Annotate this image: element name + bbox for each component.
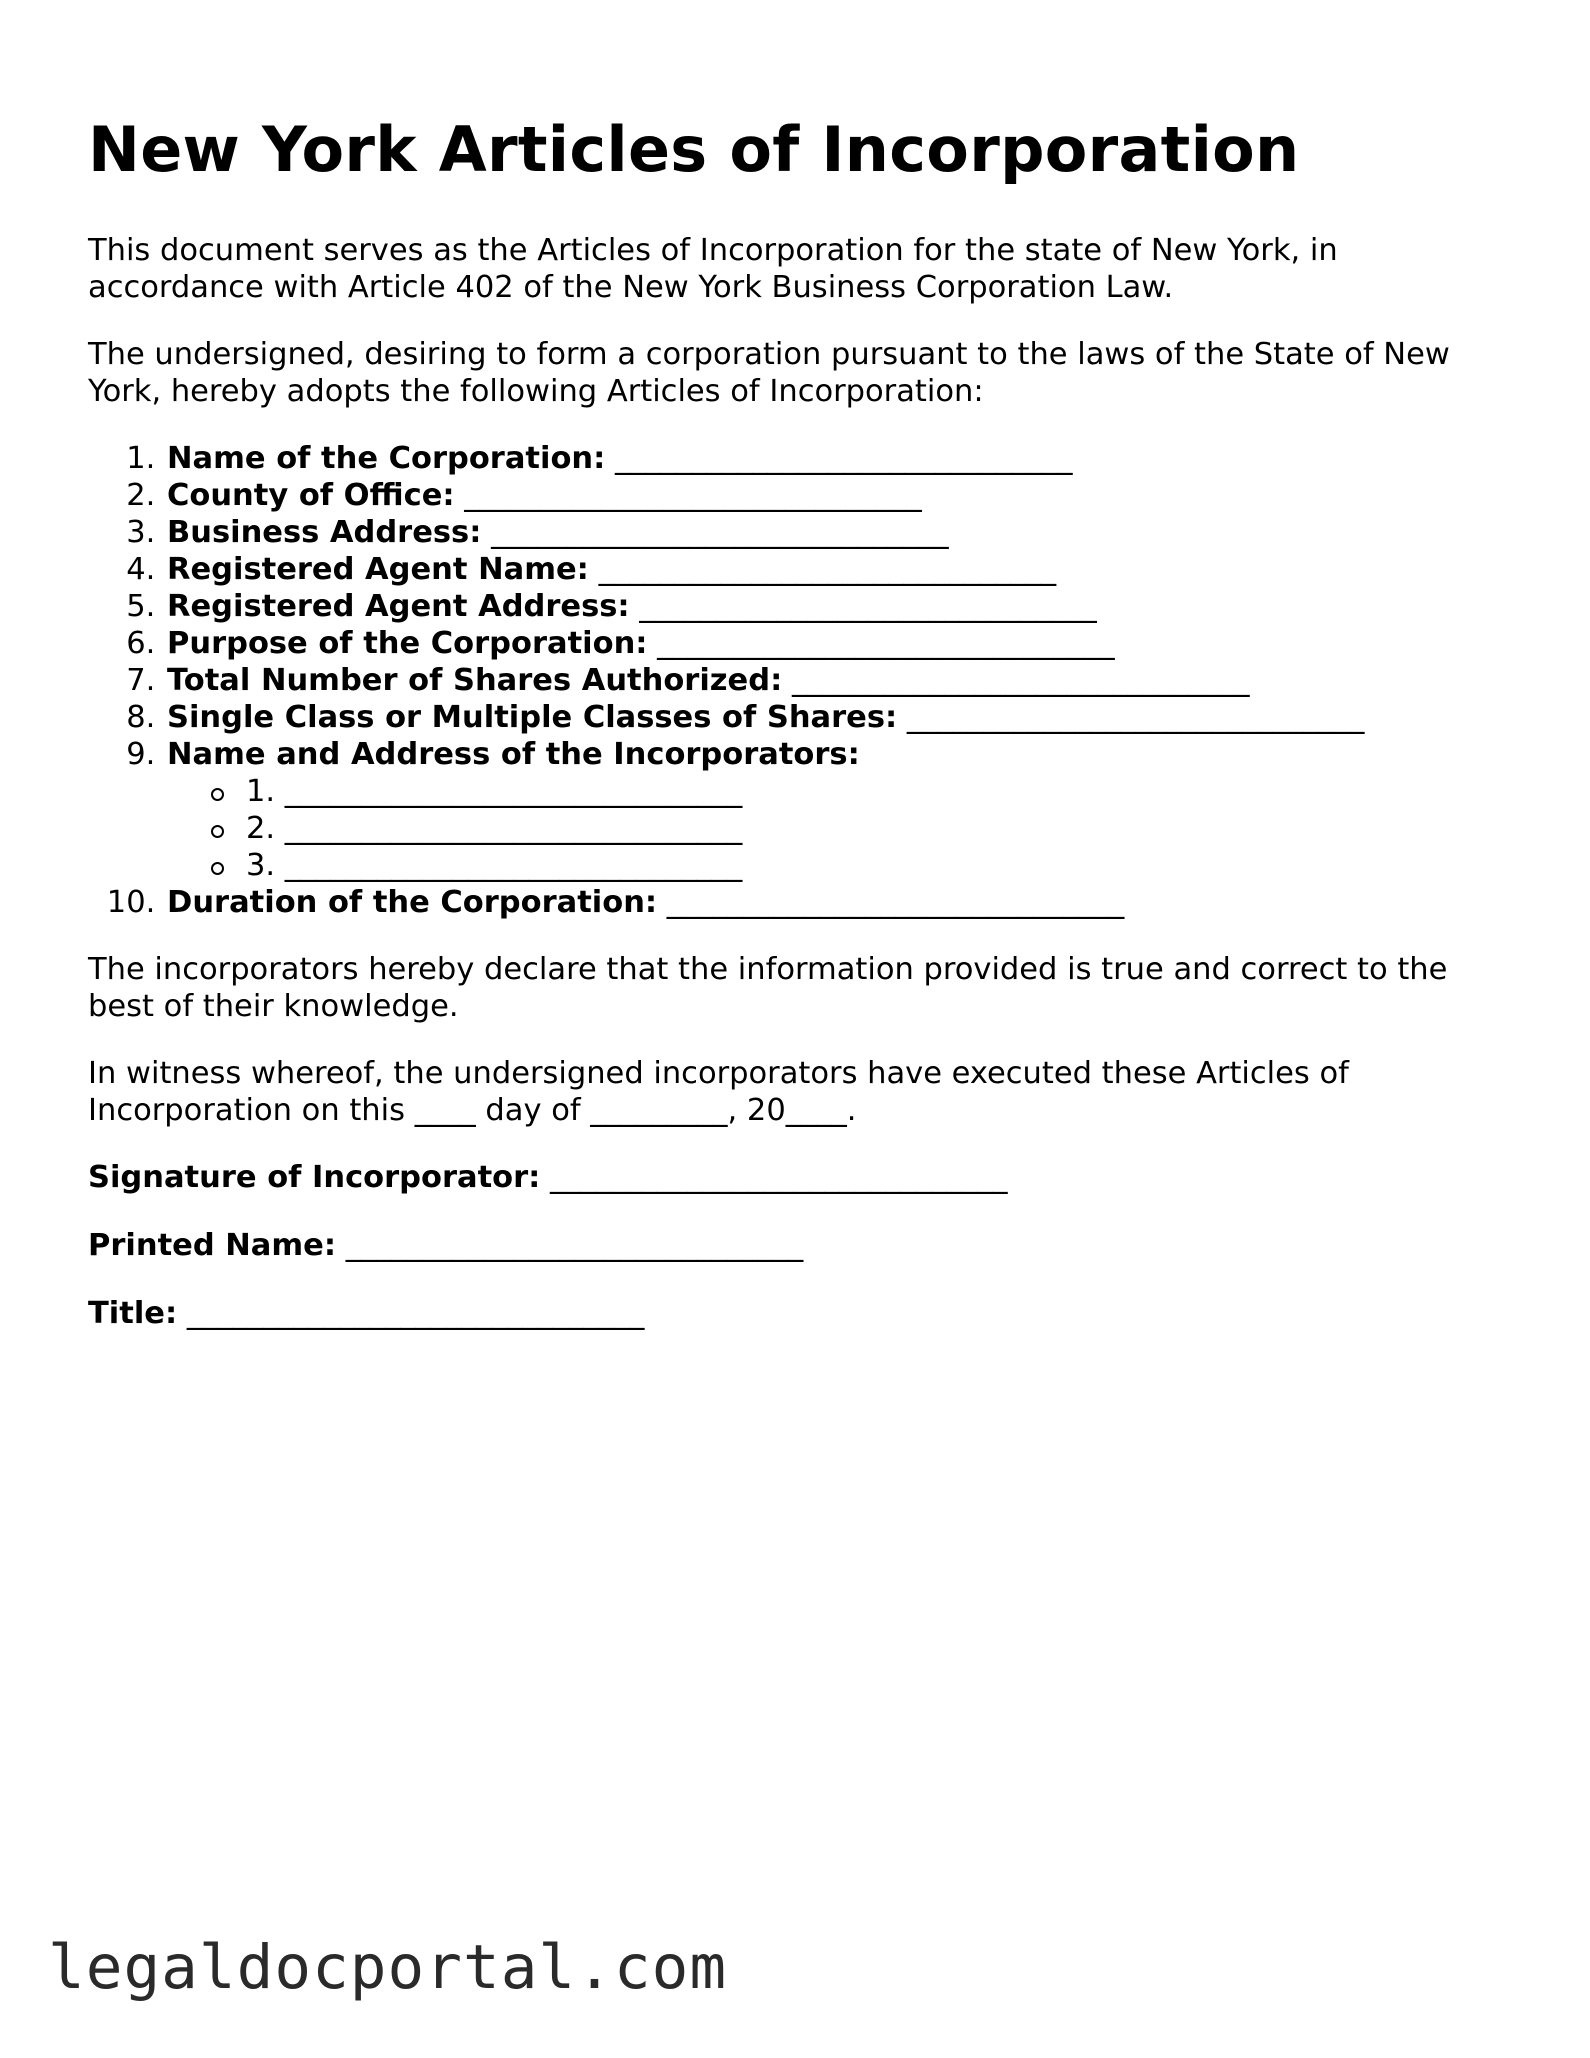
incorporators-list xyxy=(167,773,1508,884)
article-label: Total Number of Shares Authorized: xyxy=(167,663,783,698)
witness-paragraph: In witness whereof, the undersigned incorporators have executed these Articles of Incorporation on this ____ day of _________, 20____. xyxy=(88,1056,1349,1128)
article-label: Duration of the Corporation: xyxy=(167,885,658,920)
page-title: New York Articles of Incorporation xyxy=(88,113,1300,186)
intro-paragraph: This document serves as the Articles of Incorporation for the state of New York, in accordance with Article 402 of the New York Business Corporation Law. xyxy=(88,233,1338,305)
article-item xyxy=(165,588,1508,625)
article-label: Single Class or Multiple Classes of Shares: xyxy=(167,700,898,735)
article-label: Name of the Corporation: xyxy=(167,441,606,476)
article-label: Registered Agent Address: xyxy=(167,589,630,624)
article-label: Business Address: xyxy=(167,515,482,550)
fill-blank[interactable]: ______________________________ xyxy=(629,589,1097,624)
printed-name-blank[interactable]: ______________________________ xyxy=(336,1228,804,1263)
article-item xyxy=(165,884,1508,921)
article-item xyxy=(165,440,1508,477)
article-item xyxy=(165,736,1508,884)
article-item xyxy=(165,662,1508,699)
fill-blank[interactable]: ______________________________ xyxy=(588,552,1057,587)
title-blank[interactable]: ______________________________ xyxy=(177,1296,645,1331)
document-page xyxy=(88,108,1508,1363)
incorporator-line[interactable]: 1. ______________________________ xyxy=(211,773,1508,810)
articles-list xyxy=(88,440,1508,921)
fill-blank[interactable]: ______________________________ xyxy=(657,885,1125,920)
article-label: Purpose of the Corporation: xyxy=(167,626,648,661)
article-label: Name and Address of the Incorporators: xyxy=(167,737,860,772)
printed-name-line xyxy=(88,1227,1508,1264)
article-item xyxy=(165,625,1508,662)
signature-label: Signature of Incorporator: xyxy=(88,1160,541,1195)
title-label: Title: xyxy=(88,1296,178,1331)
declaration-paragraph: The incorporators hereby declare that the information provided is true and correct to the best of their knowledge. xyxy=(88,952,1448,1024)
printed-name-label: Printed Name: xyxy=(88,1228,337,1263)
fill-blank[interactable]: ______________________________ xyxy=(782,663,1250,698)
incorporator-line[interactable]: 3. ______________________________ xyxy=(211,847,1508,884)
fill-blank[interactable]: ______________________________ xyxy=(647,626,1115,661)
article-item xyxy=(165,477,1508,514)
article-item xyxy=(165,514,1508,551)
fill-blank[interactable]: ______________________________ xyxy=(454,478,922,513)
fill-blank[interactable]: ______________________________ xyxy=(605,441,1073,476)
article-item xyxy=(165,551,1508,588)
article-item xyxy=(165,699,1508,736)
title-line xyxy=(88,1295,1508,1332)
site-watermark: legaldocportal.com xyxy=(48,1932,728,2003)
preamble-paragraph: The undersigned, desiring to form a corporation pursuant to the laws of the State of New York, hereby adopts the following Articles of Incorporation: xyxy=(88,337,1450,409)
fill-blank[interactable]: ______________________________ xyxy=(897,700,1365,735)
article-label: Registered Agent Name: xyxy=(167,552,589,587)
article-label: County of Office: xyxy=(167,478,455,513)
signature-line xyxy=(88,1159,1508,1196)
incorporator-line[interactable]: 2. ______________________________ xyxy=(211,810,1508,847)
fill-blank[interactable]: ______________________________ xyxy=(481,515,949,550)
signature-blank[interactable]: ______________________________ xyxy=(540,1160,1008,1195)
